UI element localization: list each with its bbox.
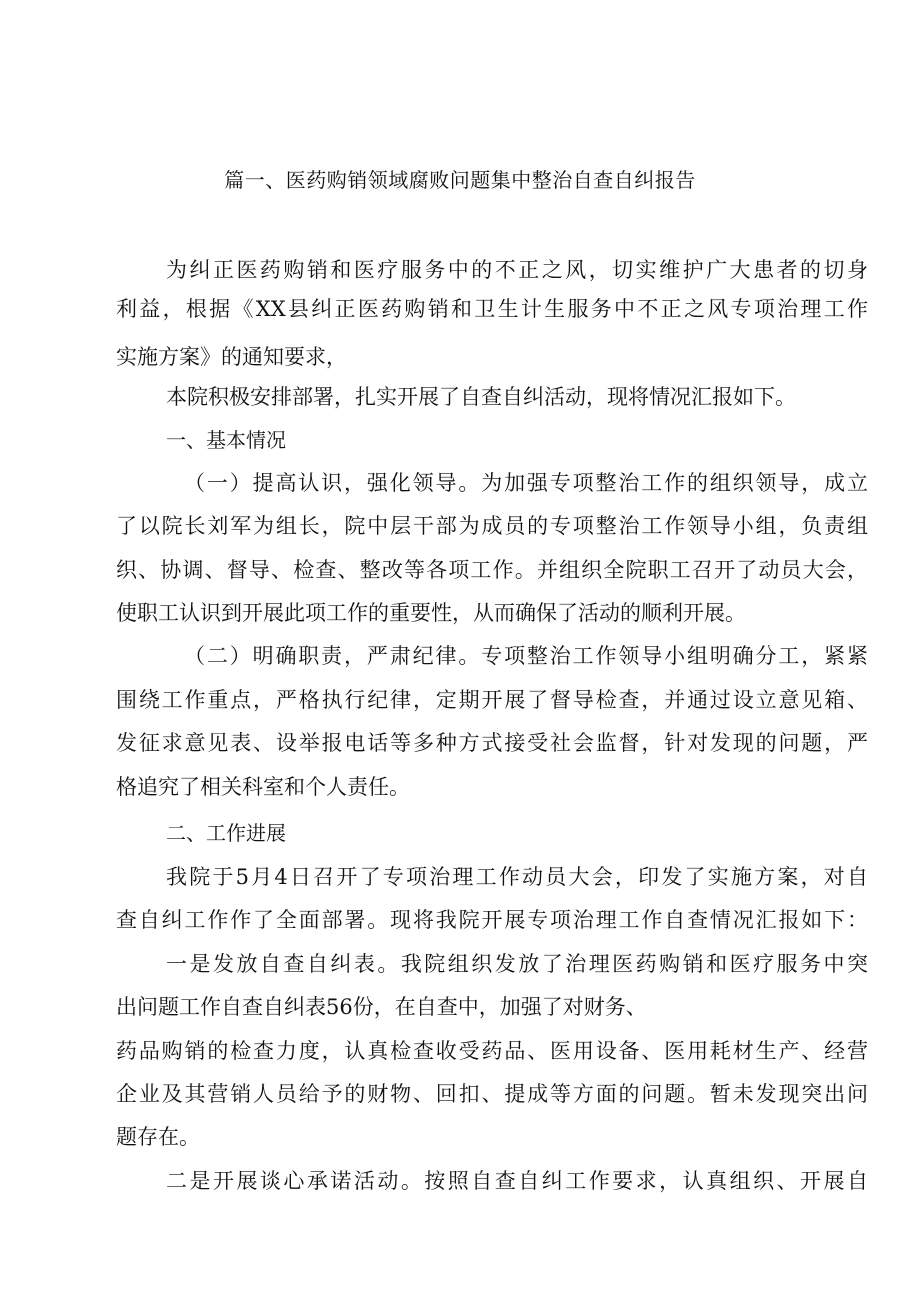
section-heading-progress: 二、工作进展 xyxy=(166,821,286,845)
paragraph-line: 一是发放自查自纠表。我院组织发放了治理医药购销和医疗服务中突 xyxy=(166,952,868,976)
paragraph-line: 使职工认识到开展此项工作的重要性，从而确保了活动的顺利开展。 xyxy=(116,601,746,625)
paragraph-line: 题存在。 xyxy=(116,1125,200,1149)
paragraph-line: 为纠正医药购销和医疗服务中的不正之风，切实维护广大患者的切身 xyxy=(166,258,868,282)
paragraph-line: 格追究了相关科室和个人责任。 xyxy=(116,775,410,799)
paragraph-line: 企业及其营销人员给予的财物、回扣、提成等方面的问题。暂未发现突出问 xyxy=(116,1082,868,1106)
paragraph-line: 出问题工作自查自纠表56份，在自查中，加强了对财务、 xyxy=(116,995,647,1019)
paragraph-line: 二是开展谈心承诺活动。按照自查自纠工作要求，认真组织、开展自 xyxy=(166,1169,868,1193)
document-title: 篇一、医药购销领域腐败问题集中整治自查自纠报告 xyxy=(224,168,696,192)
paragraph-line: 了以院长刘军为组长，院中层干部为成员的专项整治工作领导小组，负责组 xyxy=(116,514,868,538)
paragraph-line: 实施方案》的通知要求， xyxy=(116,345,347,369)
paragraph-line: 查自纠工作作了全面部署。现将我院开展专项治理工作自查情况汇报如下： xyxy=(116,908,868,932)
paragraph-line: 药品购销的检查力度，认真检查收受药品、医用设备、医用耗材生产、经营 xyxy=(116,1039,868,1063)
paragraph-line: 利益，根据《XX县纠正医药购销和卫生计生服务中不正之风专项治理工作 xyxy=(116,297,868,321)
paragraph-line: 织、协调、督导、检查、整改等各项工作。并组织全院职工召开了动员大会， xyxy=(116,558,868,582)
paragraph-line: （一）提高认识，强化领导。为加强专项整治工作的组织领导，成立 xyxy=(184,471,868,495)
paragraph-line: （二）明确职责，严肃纪律。专项整治工作领导小组明确分工，紧紧 xyxy=(184,644,868,668)
paragraph-line: 围绕工作重点，严格执行纪律，定期开展了督导检查，并通过设立意见箱、 xyxy=(116,688,868,712)
paragraph-line: 发征求意见表、设举报电话等多种方式接受社会监督，针对发现的问题，严 xyxy=(116,731,868,755)
paragraph-line: 本院积极安排部署，扎实开展了自查自纠活动，现将情况汇报如下。 xyxy=(166,385,796,409)
paragraph-line: 我院于5月4日召开了专项治理工作动员大会，印发了实施方案，对自 xyxy=(166,865,868,889)
section-heading-basic: 一、基本情况 xyxy=(166,428,286,452)
